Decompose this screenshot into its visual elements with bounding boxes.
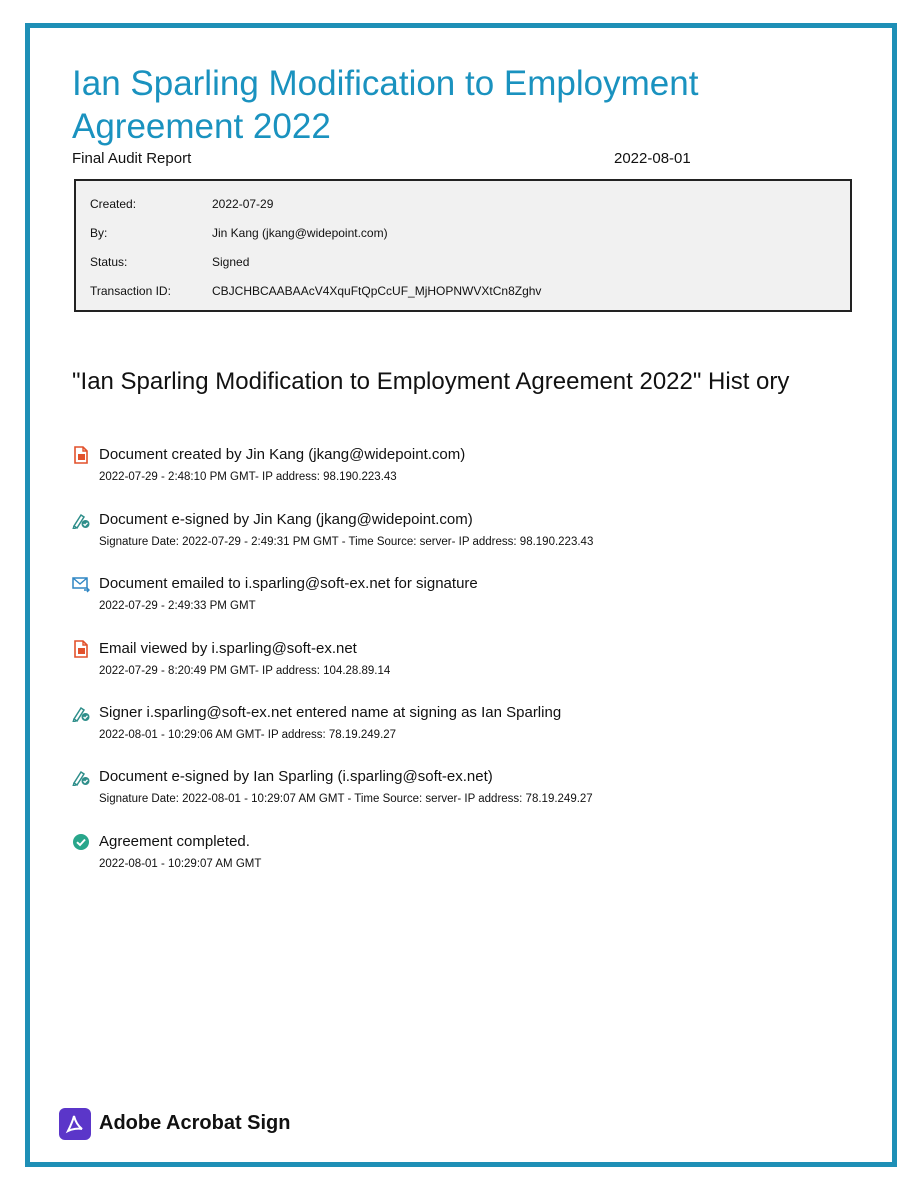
transaction-value: CBJCHBCAABAAcV4XquFtQpCcUF_MjHOPNWVXtCn8Zghv	[212, 284, 542, 298]
email-sent-icon	[72, 575, 90, 593]
e-sign-icon	[72, 511, 90, 529]
report-header	[72, 150, 692, 167]
by-value: Jin Kang (jkang@widepoint.com)	[212, 226, 388, 240]
event-detail: 2022-07-29 - 2:49:33 PM GMT	[99, 600, 256, 612]
event-text: Document emailed to i.sparling@soft-ex.net for signature	[99, 575, 478, 592]
created-label: Created:	[90, 197, 137, 211]
brand-name: Adobe Acrobat Sign	[99, 1112, 291, 1134]
history-title: "Ian Sparling Modification to Employment Agreement 2022" Hist ory	[72, 368, 790, 395]
event-text: Document e-signed by Jin Kang (jkang@widepoint.com)	[99, 511, 473, 528]
e-sign-icon	[72, 768, 90, 786]
document-viewed-icon	[72, 640, 90, 658]
e-sign-icon	[72, 704, 90, 722]
event-detail: 2022-07-29 - 8:20:49 PM GMT- IP address: 104.28.89.14	[99, 665, 391, 677]
event-detail: 2022-08-01 - 10:29:06 AM GMT- IP address: 78.19.249.27	[99, 729, 397, 741]
event-text: Signer i.sparling@soft-ex.net entered name at signing as Ian Sparling	[99, 704, 562, 721]
event-detail: Signature Date: 2022-07-29 - 2:49:31 PM GMT - Time Source: server- IP address: 98.190.223.43	[99, 536, 594, 548]
document-title: Ian Sparling Modification to Employment Agreement 2022	[72, 64, 699, 146]
event-detail: 2022-08-01 - 10:29:07 AM GMT	[99, 858, 262, 870]
report-date: 2022-08-01	[614, 150, 691, 167]
report-type: Final Audit Report	[72, 150, 192, 167]
event-text: Document created by Jin Kang (jkang@widepoint.com)	[99, 446, 466, 463]
event-text: Document e-signed by Ian Sparling (i.sparling@soft-ex.net)	[99, 768, 493, 785]
status-value: Signed	[212, 255, 250, 269]
check-circle-icon	[72, 833, 90, 851]
acrobat-icon	[59, 1108, 91, 1140]
event-text: Agreement completed.	[99, 833, 250, 850]
document-created-icon	[72, 446, 90, 464]
transaction-label: Transaction ID:	[90, 284, 171, 298]
event-text: Email viewed by i.sparling@soft-ex.net	[99, 640, 357, 657]
event-detail: Signature Date: 2022-08-01 - 10:29:07 AM GMT - Time Source: server- IP address: 78.19.249.27	[99, 793, 593, 805]
event-detail: 2022-07-29 - 2:48:10 PM GMT- IP address: 98.190.223.43	[99, 471, 397, 483]
by-label: By:	[90, 226, 108, 240]
status-label: Status:	[90, 255, 128, 269]
summary-box	[74, 179, 852, 312]
created-value: 2022-07-29	[212, 197, 274, 211]
